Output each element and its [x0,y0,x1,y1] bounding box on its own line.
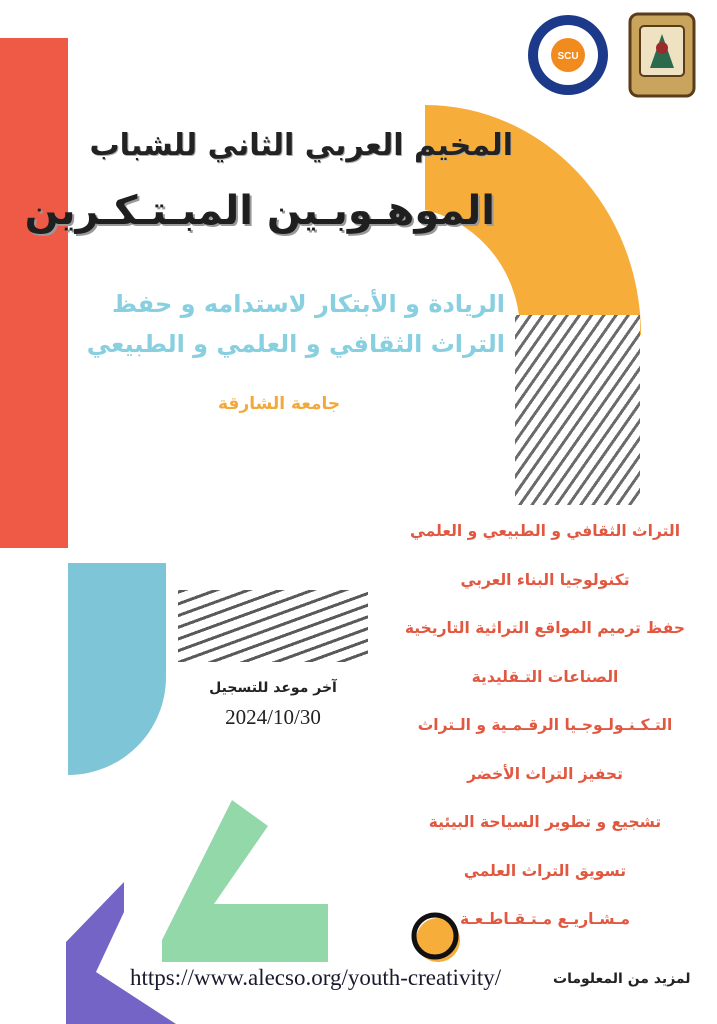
topic-item: الصناعات التـقليدية [471,667,619,686]
purple-chevron-shape [66,882,176,1024]
info-link[interactable]: https://www.alecso.org/youth-creativity/ [130,965,502,990]
subtitle-line-2: التراث الثقافي و العلمي و الطبيعي [86,330,505,358]
topic-item: تسويق التراث العلمي [463,861,627,880]
hatched-block-middle [178,590,368,662]
blue-rounded-shape [68,563,166,775]
subtitle-line-1: الريادة و الأبتكار لاستدامه و حفظ [111,290,505,318]
main-title-line-2: الموهـوبـين المبـتـكـرين [24,188,495,234]
topic-item: حفظ ترميم المواقع التراثية التاريخية [404,619,686,637]
topics-list [395,522,695,959]
scu-logo [527,14,609,96]
topic-item: تكنولوجيا البناء العربي [460,570,630,589]
deadline-label: آخر موعد للتسجيل [209,680,337,696]
svg-text:SCU: SCU [557,51,579,62]
topic-item: تحفيز التراث الأخضر [467,764,623,783]
topic-item: التـكـنـولـوجـيا الرقـمـية و الـتراث [417,716,673,734]
topic-item: مـشـاريـع مـتـقـاطـعـة [460,910,630,928]
red-vertical-bar [0,38,68,548]
hatched-block-right [515,315,640,505]
more-info-label: لمزيد من المعلومات [553,971,691,987]
green-chevron-shape [162,800,328,962]
deadline-date: 2024/10/30 [225,705,321,729]
main-title-line-1: المخيم العربي الثاني للشباب [89,128,513,163]
topic-item: التراث الثقافي و الطبيعي و العلمي [409,522,681,540]
topic-item: تشجيع و تطوير السياحة البيئية [428,813,662,831]
university-name: جامعة الشارقة [218,394,341,414]
sohag-university-logo [628,12,696,98]
